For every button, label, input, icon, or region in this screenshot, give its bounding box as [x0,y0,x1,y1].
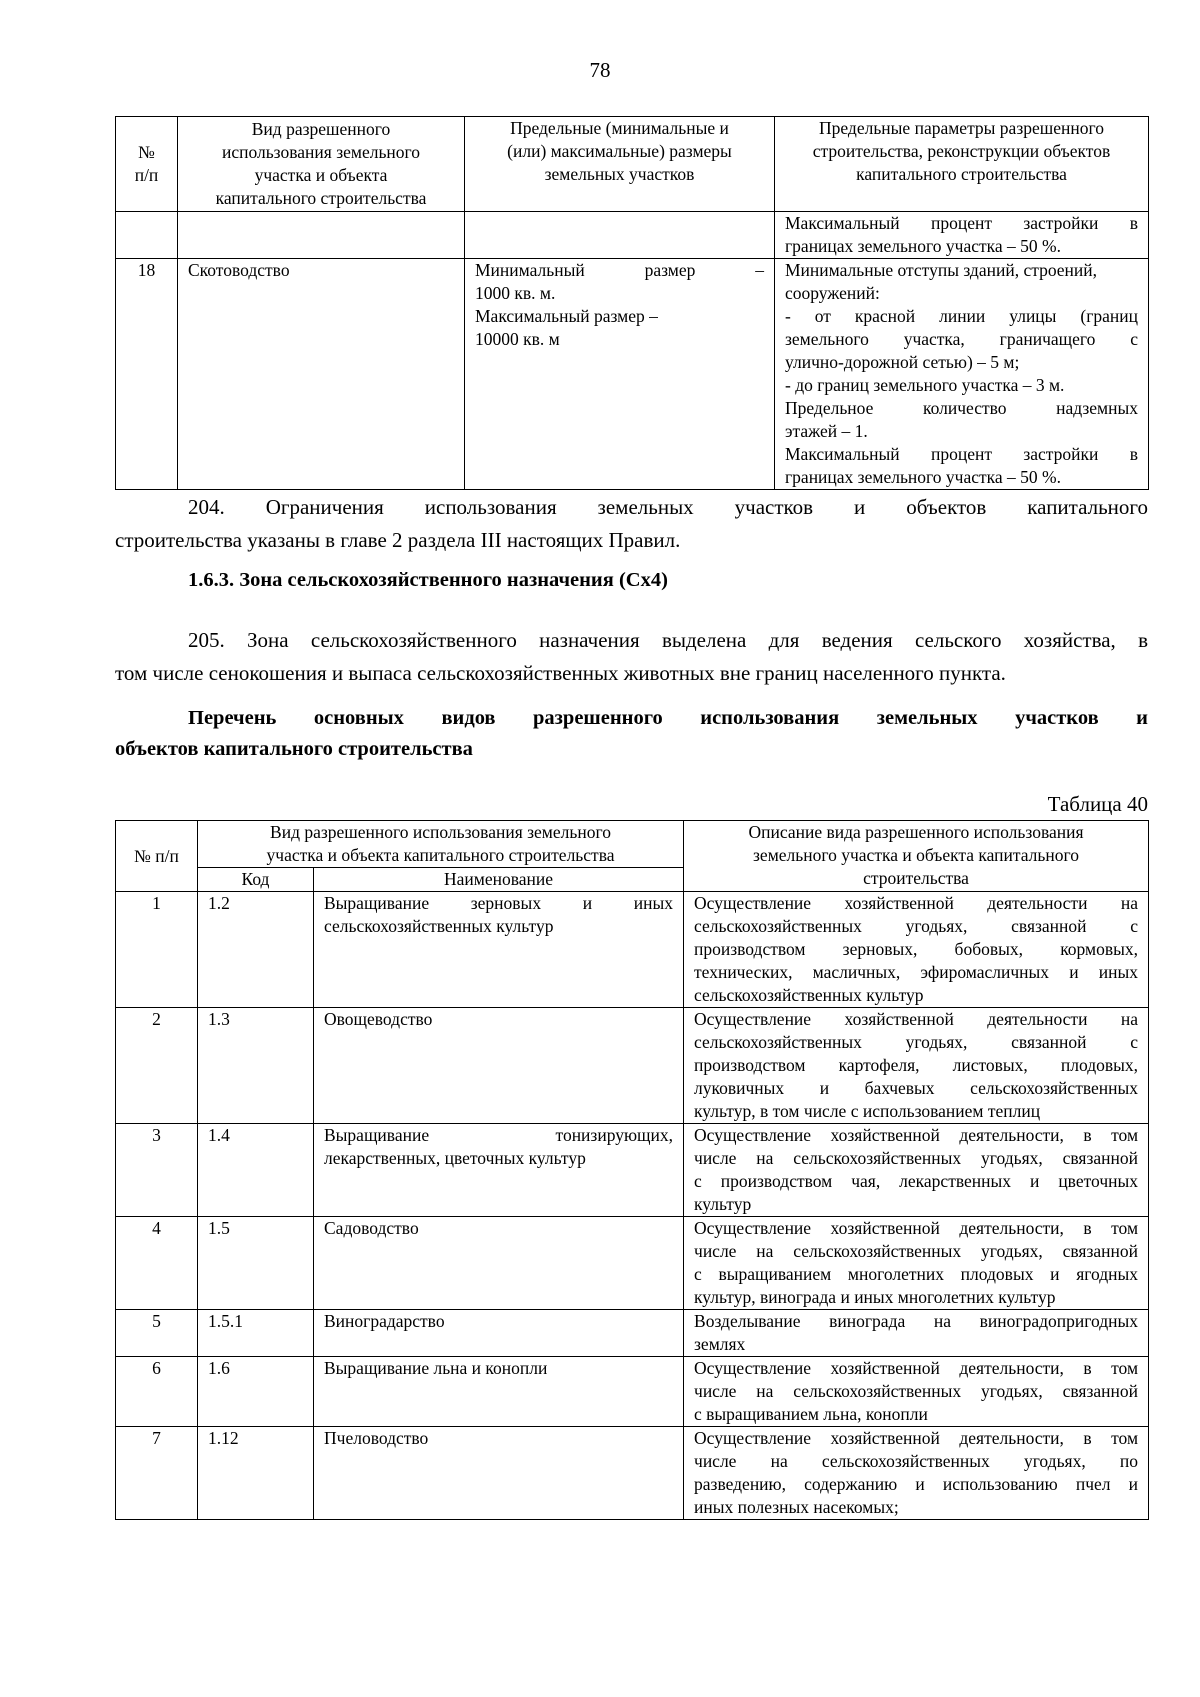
row-number: 3 [116,1124,198,1217]
row-description: Возделывание винограда на виноградопригодных землях [684,1310,1149,1357]
row-number: 2 [116,1008,198,1124]
row-use-name: Виноградарство [314,1310,684,1357]
zoning-parameters-table [115,116,1149,490]
row-use-name: Выращивание тонизирующих, лекарственных, цветочных культур [314,1124,684,1217]
row-code: 1.4 [198,1124,314,1217]
header-cell-num: № п/п [116,117,178,212]
row-code: 1.6 [198,1357,314,1427]
table-row [116,892,1149,1008]
header-cell-num: № п/п [116,821,198,892]
header-cell-plot-sizes: Предельные (минимальные и (или) максимальные) размеры земельных участков [465,117,775,212]
row-number: 4 [116,1217,198,1310]
table-caption: Таблица 40 [1047,792,1148,816]
permitted-uses-table [115,820,1149,1520]
header-cell-construction-params: Предельные параметры разрешенного строительства, реконструкции объектов капитального строительства [775,117,1149,212]
list-heading: Перечень основных видов разрешенного использования земельных участков и объектов капитального строительства [115,707,1148,760]
table-row-18 [116,259,1149,490]
row-number: 5 [116,1310,198,1357]
table-row [116,1124,1149,1217]
row-code: 1.3 [198,1008,314,1124]
table-row [116,1357,1149,1427]
table-row-continuation [116,212,1149,259]
paragraph-205: 205. Зона сельскохозяйственного назначения выделена для ведения сельского хозяйства, в том числе сенокошения и выпаса сельскохозяйственных животных вне границ населенного пункта. [115,628,1148,685]
table-row [116,1310,1149,1357]
table-row [116,1427,1149,1520]
row-number: 1 [116,892,198,1008]
row-description: Осуществление хозяйственной деятельности, в том числе на сельскохозяйственных угодьях, связанной с производством чая, лекарственных и цветочных культур [684,1124,1149,1217]
row-use-name: Скотоводство [178,259,465,490]
table-header-row [116,117,1149,212]
table-body [116,892,1149,1520]
row-use-name: Выращивание льна и конопли [314,1357,684,1427]
header-cell-code: Код [198,868,314,892]
row-number: 6 [116,1357,198,1427]
continuation-params-cell: Максимальный процент застройки в границах земельного участка – 50 %. [775,212,1149,259]
row-number: 18 [116,259,178,490]
row-code: 1.2 [198,892,314,1008]
page-number: 78 [589,58,611,82]
row-description: Осуществление хозяйственной деятельности на сельскохозяйственных угодьях, связанной с производством зерновых, бобовых, кормовых, технических, масличных, эфиромасличных и иных сельскохозяйственных культур [684,892,1149,1008]
table-row [116,1217,1149,1310]
paragraph-204: 204. Ограничения использования земельных участков и объектов капитального строительства указаны в главе 2 раздела III настоящих Правил. [115,495,1148,552]
row-code: 1.5.1 [198,1310,314,1357]
table-row [116,1008,1149,1124]
row-description: Осуществление хозяйственной деятельности на сельскохозяйственных угодьях, связанной с производством картофеля, листовых, плодовых, луковичных и бахчевых сельскохозяйственных культур, в том числе с использованием теплиц [684,1008,1149,1124]
row-description: Осуществление хозяйственной деятельности, в том числе на сельскохозяйственных угодьях, связанной с выращиванием многолетних плодовых и ягодных культур, винограда и иных многолетних культур [684,1217,1149,1310]
row-construction-params: Минимальные отступы зданий, строений, сооружений: - от красной линии улицы (границ земельного участка, граничащего с улично-дорожной сетью) – 5 м; - до границ земельного участка – 3 м. Предельное количество надземных этажей – 1. Максимальный процент застройки в границах земельного участка – 50 %. [775,259,1149,490]
row-use-name: Садоводство [314,1217,684,1310]
row-use-name: Выращивание зерновых и иных сельскохозяйственных культур [314,892,684,1008]
header-cell-use-type: Вид разрешенного использования земельного участка и объекта капитального строительства [178,117,465,212]
row-description: Осуществление хозяйственной деятельности, в том числе на сельскохозяйственных угодьях, связанной с выращиванием льна, конопли [684,1357,1149,1427]
section-heading-163: 1.6.3. Зона сельскохозяйственного назначения (Сх4) [188,569,668,591]
header-cell-name: Наименование [314,868,684,892]
row-number: 7 [116,1427,198,1520]
row-use-name: Овощеводство [314,1008,684,1124]
row-code: 1.12 [198,1427,314,1520]
row-code: 1.5 [198,1217,314,1310]
row-description: Осуществление хозяйственной деятельности, в том числе на сельскохозяйственных угодьях, по разведению, содержанию и использованию пчел и иных полезных насекомых; [684,1427,1149,1520]
table-header-row [116,821,1149,868]
row-plot-sizes: Минимальный размер – 1000 кв. м. Максимальный размер – 10000 кв. м [465,259,775,490]
header-cell-description: Описание вида разрешенного использования земельного участка и объекта капитального строительства [684,821,1149,892]
row-use-name: Пчеловодство [314,1427,684,1520]
header-cell-use-type: Вид разрешенного использования земельного участка и объекта капитального строительства [198,821,684,868]
